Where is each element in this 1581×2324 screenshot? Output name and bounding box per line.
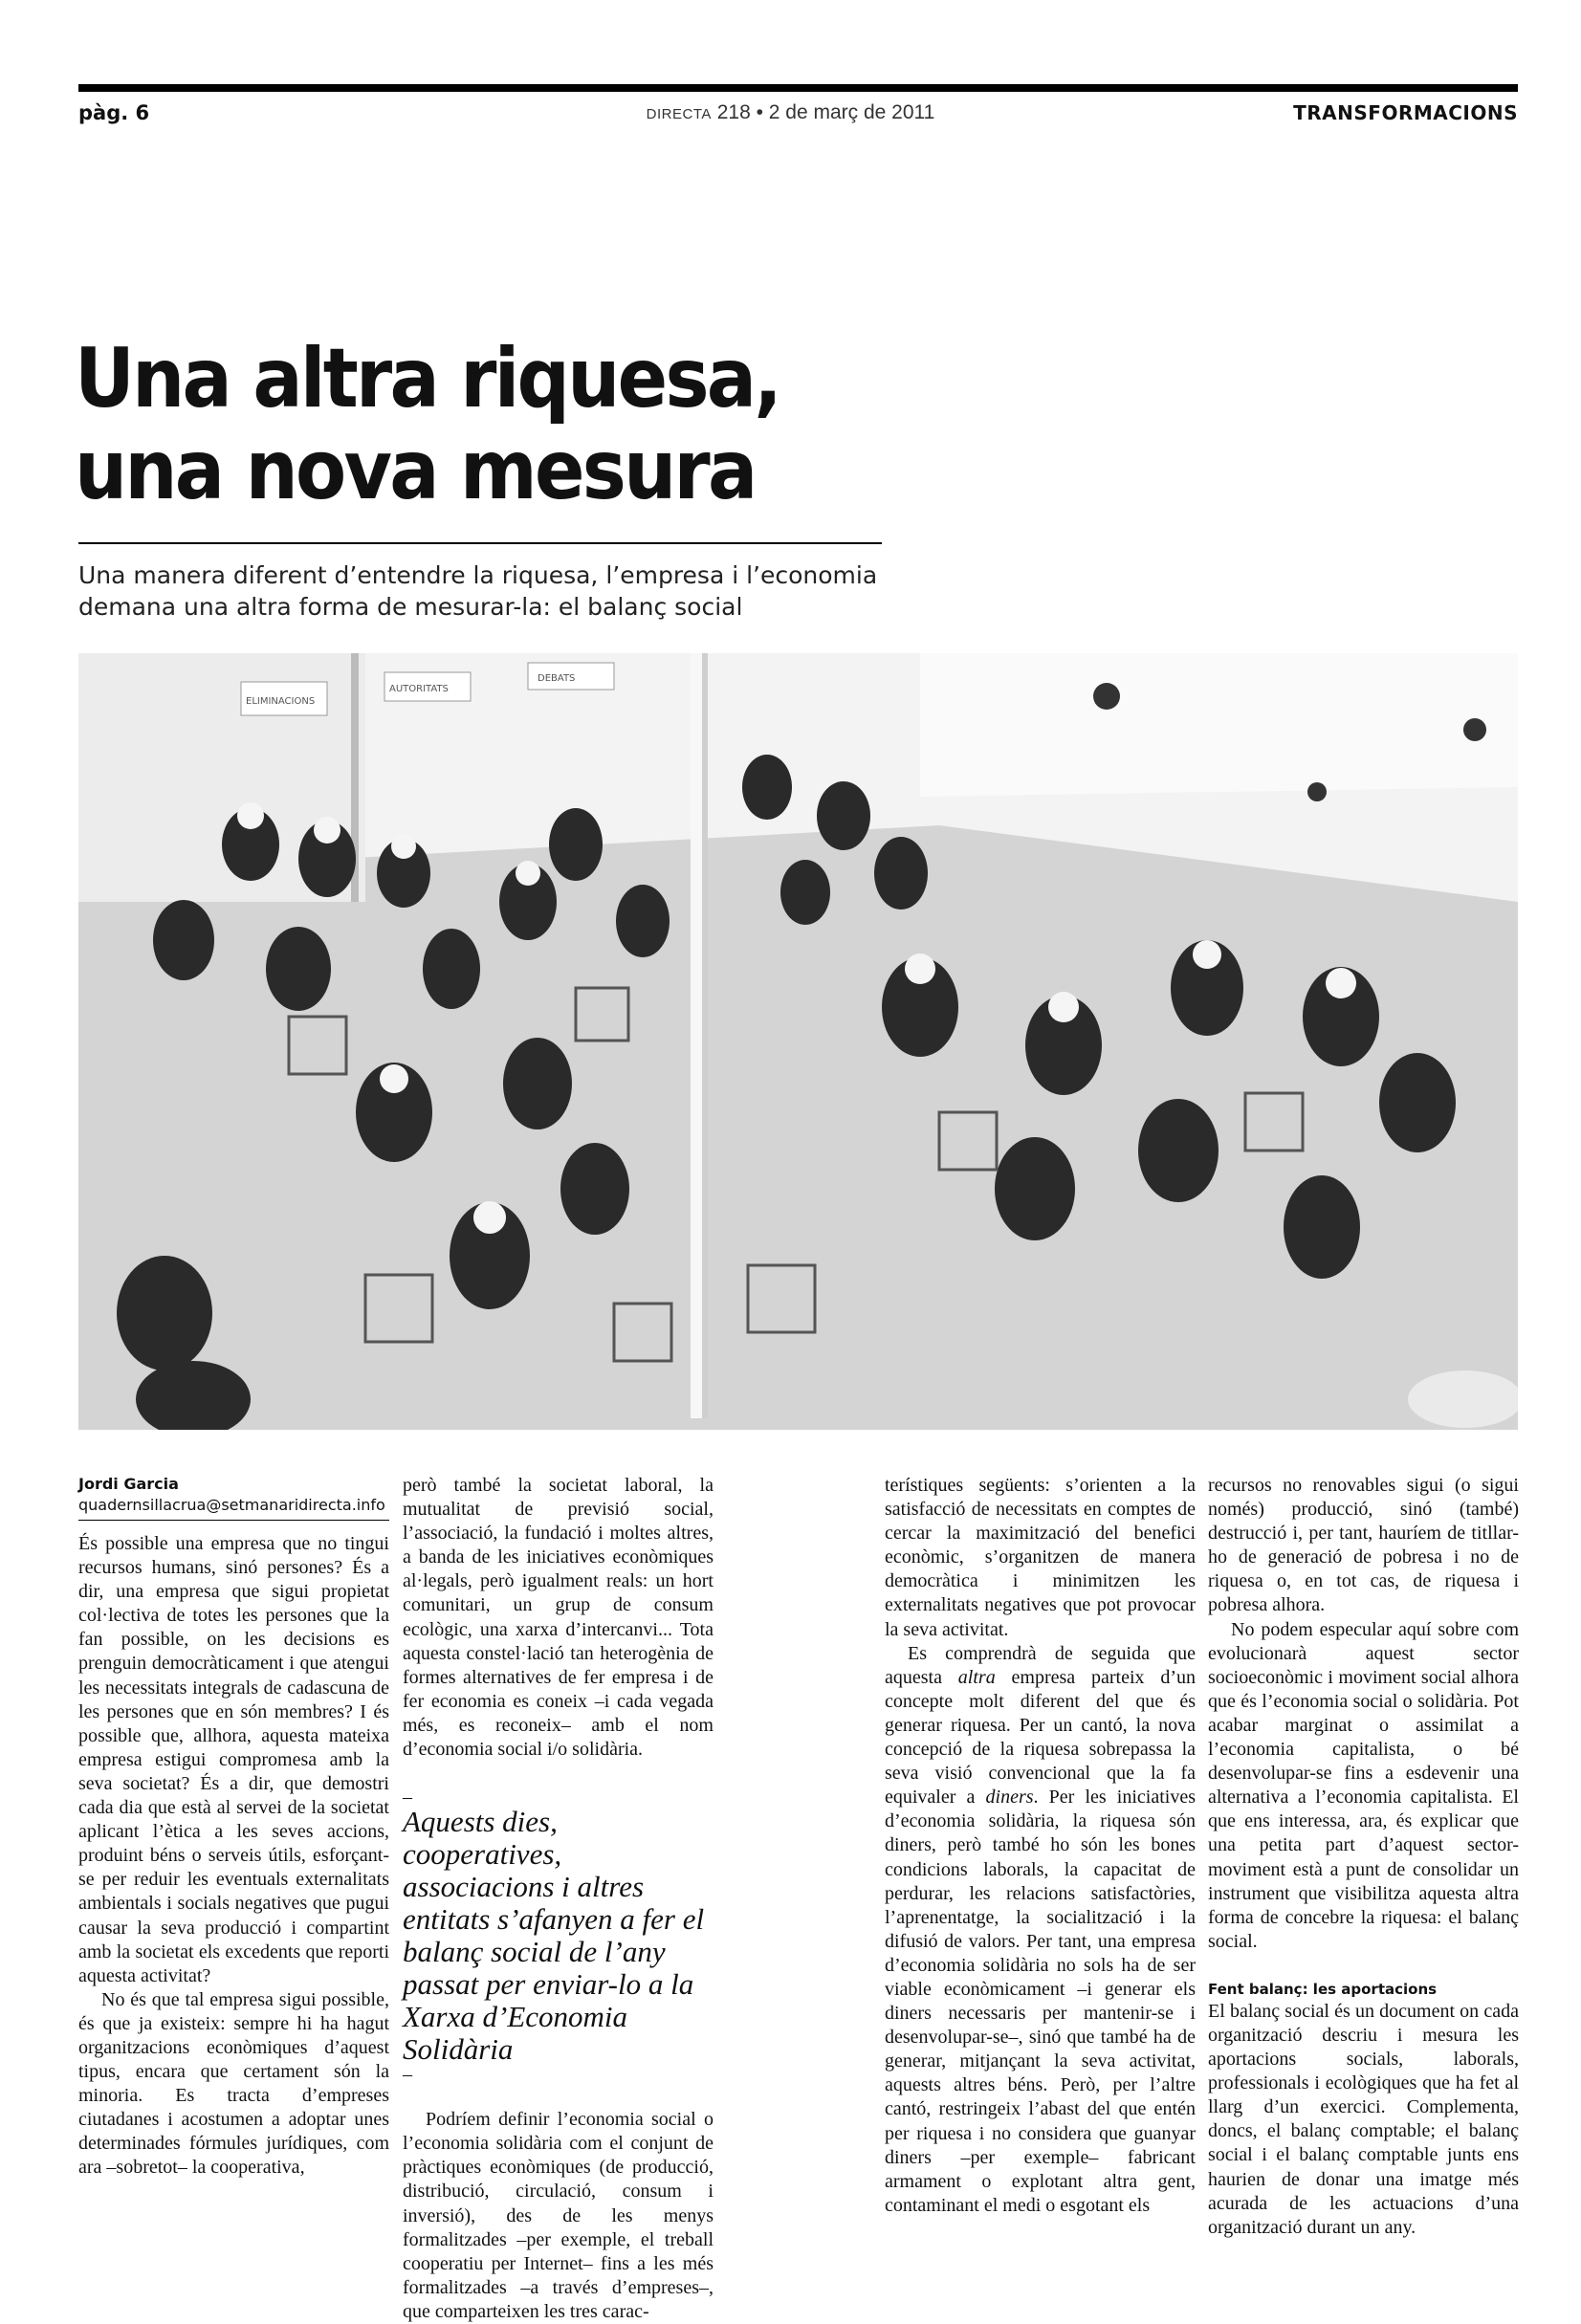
paragraph-6-part-c: . Per les iniciatives d’economia solidària, la riquesa són diners, però també ho són les bones condicions laborals, la capacitat de perdurar, les relacions satisfactòries, l’aprenentatge, la socialització i la difusió de valors. Per tant, una empresa d’economia solidària no sols ha de ser viable econòmicament –i generar els diners necessaris per mantenir-se i desenvolupar-se–, sinó que també ha de generar, mitjançant la seva activitat, aquests altres béns. Però, per l’altre cantó, restringeix l’abast del que entén per riquesa i no considera que guanyar diners –per exemple– fabricant armament o explotant altra gent, contaminant el medi o esgotant els [885,1787,1197,2216]
byline [78,1474,389,1516]
paragraph-8: No podem especular aquí sobre com evolucionarà aquest sector socioeconòmic i moviment social alhora que és l’economia social o solidària. Pot acabar marginat o assimilat a l’economia capitalista, o bé desenvolupar-se fins a esdevenir una alternativa a l’economia capitalista. El que ens interessa, ara, és explicar que una petita part d’aquest sector-moviment està a punt de consolidar un instrument que visibilitza aquesta altra forma de concebre la riquesa: el balanç social. [1208,1618,1519,1952]
article-title [75,333,780,516]
paragraph-6 [885,1642,1196,2218]
paragraph-4: Podríem definir l’economia social o l’economia solidària com el conjunt de pràctiques econòmiques (de producció, distribució, circulació, consum i inversió), des de les menys formalitzades –per exemple, el treball cooperatiu per Internet– fins a les més formalitzades –a través d’empreses–, que comparteixen les tres carac- [403,2109,714,2322]
emphasis-diners: diners [985,1787,1034,1809]
article-subtitle: Una manera diferent d’entendre la riquesa, l’empresa i l’economia demana una altra forma de mesurar-la: el balanç social [78,561,878,621]
title-line-2: una nova mesura [75,423,756,518]
title-rule [78,542,882,544]
paragraph-9: El balanç social és un document on cada organització descriu i mesura les aportacions socials, laborals, professionals i ecològiques que ha fet al llarg d’un exercici. Complementa, doncs, el balanç comptable; el balanç social i el balanç comptable junts ens haurien de donar una imatge més acurada de les actuacions d’una organització durant un any. [1208,2000,1519,2238]
paragraph-1: És possible una empresa que no tingui recursos humans, sinó persones? És a dir, una empresa que sigui propietat col·lectiva de totes les persones que la fan possible, on les decisions es prenguin democràticament i que atengui les necessitats integrals de cadascuna de les persones que en són membres? I és possible que, allhora, aquesta mateixa empresa estigui compromesa amb la seva societat? És a dir, que demostri cada dia que està al servei de la societat aplicant l’ètica a les seves accions, produint béns o serveis útils, esforçant-se per reduir les eventuals externalitats ambientals i socials negatives que pugui causar la seva producció i compartint amb la societat els excedents que reporti aquesta activitat? [78,1533,389,1986]
column-4 [1208,1474,1519,2240]
pull-quote [403,1787,714,2086]
title-line-1: Una altra riquesa, [75,331,780,427]
pull-quote-mark-bottom: – [403,2064,412,2086]
pull-quote-text: Aquests dies, cooperatives, associacions i altres entitats s’afanyen a fer el balanç social de l’any passat per enviar-lo a la Xarxa d’Economia Solidària [403,1805,705,2067]
page-number: pàg. 6 [78,101,150,124]
poster-1-text: ELIMINACIONS [246,696,316,707]
issue-date: 218 • 2 de març de 2011 [711,101,935,123]
paragraph-6-part-a: Es comprendrà de seguida que aquesta [885,1642,1196,1688]
article-photo [78,653,1518,1430]
section-subhead: Fent balanç: les aportacions [1208,1980,1438,1998]
byline-rule [78,1520,389,1521]
paragraph-7: recursos no renovables sigui (o sigui només) producció, sinó (també) destrucció i, per tant, hauríem de titllar-ho de generació de pobresa i no de riquesa o, en tot cas, de riquesa i pobresa alhora. [1208,1475,1519,1616]
paragraph-6-part-b: empresa parteix d’un concepte molt diferent del que és generar riquesa. Per un cantó, la nova concepció de la riquesa sobrepassa la seva visió convencional que la fa equivaler a [885,1666,1196,1809]
poster-3-text: DEBATS [538,673,576,684]
author-name: Jordi Garcia [78,1475,179,1493]
author-email[interactable]: quadernsillacrua@setmanaridirecta.info [78,1496,385,1514]
paragraph-2: No és que tal empresa sigui possible, és que ja existeix: sempre hi ha hagut organitzacions econòmiques d’aquest tipus, encara que certament són la minoria. Es tracta d’empreses ciutadanes i acostumen a adoptar unes determinades fórmules jurídiques, com ara –sobretot– la cooperativa, [78,1988,389,2179]
emphasis-altra: altra [957,1666,996,1688]
column-1 [78,1474,389,2181]
paragraph-5: terístiques següents: s’orienten a la satisfacció de necessitats en comptes de cercar la maximització del benefici econòmic, s’organitzen de manera democràtica i minimitzen les externalitats negatives que pot provocar la seva activitat. [885,1475,1196,1640]
section-name: TRANSFORMACIONS [1293,101,1518,124]
photo-illustration [78,653,1518,1430]
pull-quote-mark-top: – [403,1787,412,1809]
top-rule [78,84,1518,92]
poster-2-text: AUTORITATS [389,684,449,694]
column-2 [403,1474,714,2324]
column-3 [885,1474,1196,2218]
publication-name: DIRECTA [646,106,712,122]
paragraph-3: però també la societat laboral, la mutualitat de previsió social, l’associació, la fundació i moltes altres, a banda de les iniciatives econòmiques al·legals, però igualment reals: un hort comunitari, un grup de consum ecològic, una xarxa d’intercanvi... Tota aquesta constel·lació tan heterogènia de formes alternatives de fer empresa i de fer economia es coneix –i cada vegada més, es reconeix– amb el nom d’economia social i/o solidària. [403,1475,714,1761]
